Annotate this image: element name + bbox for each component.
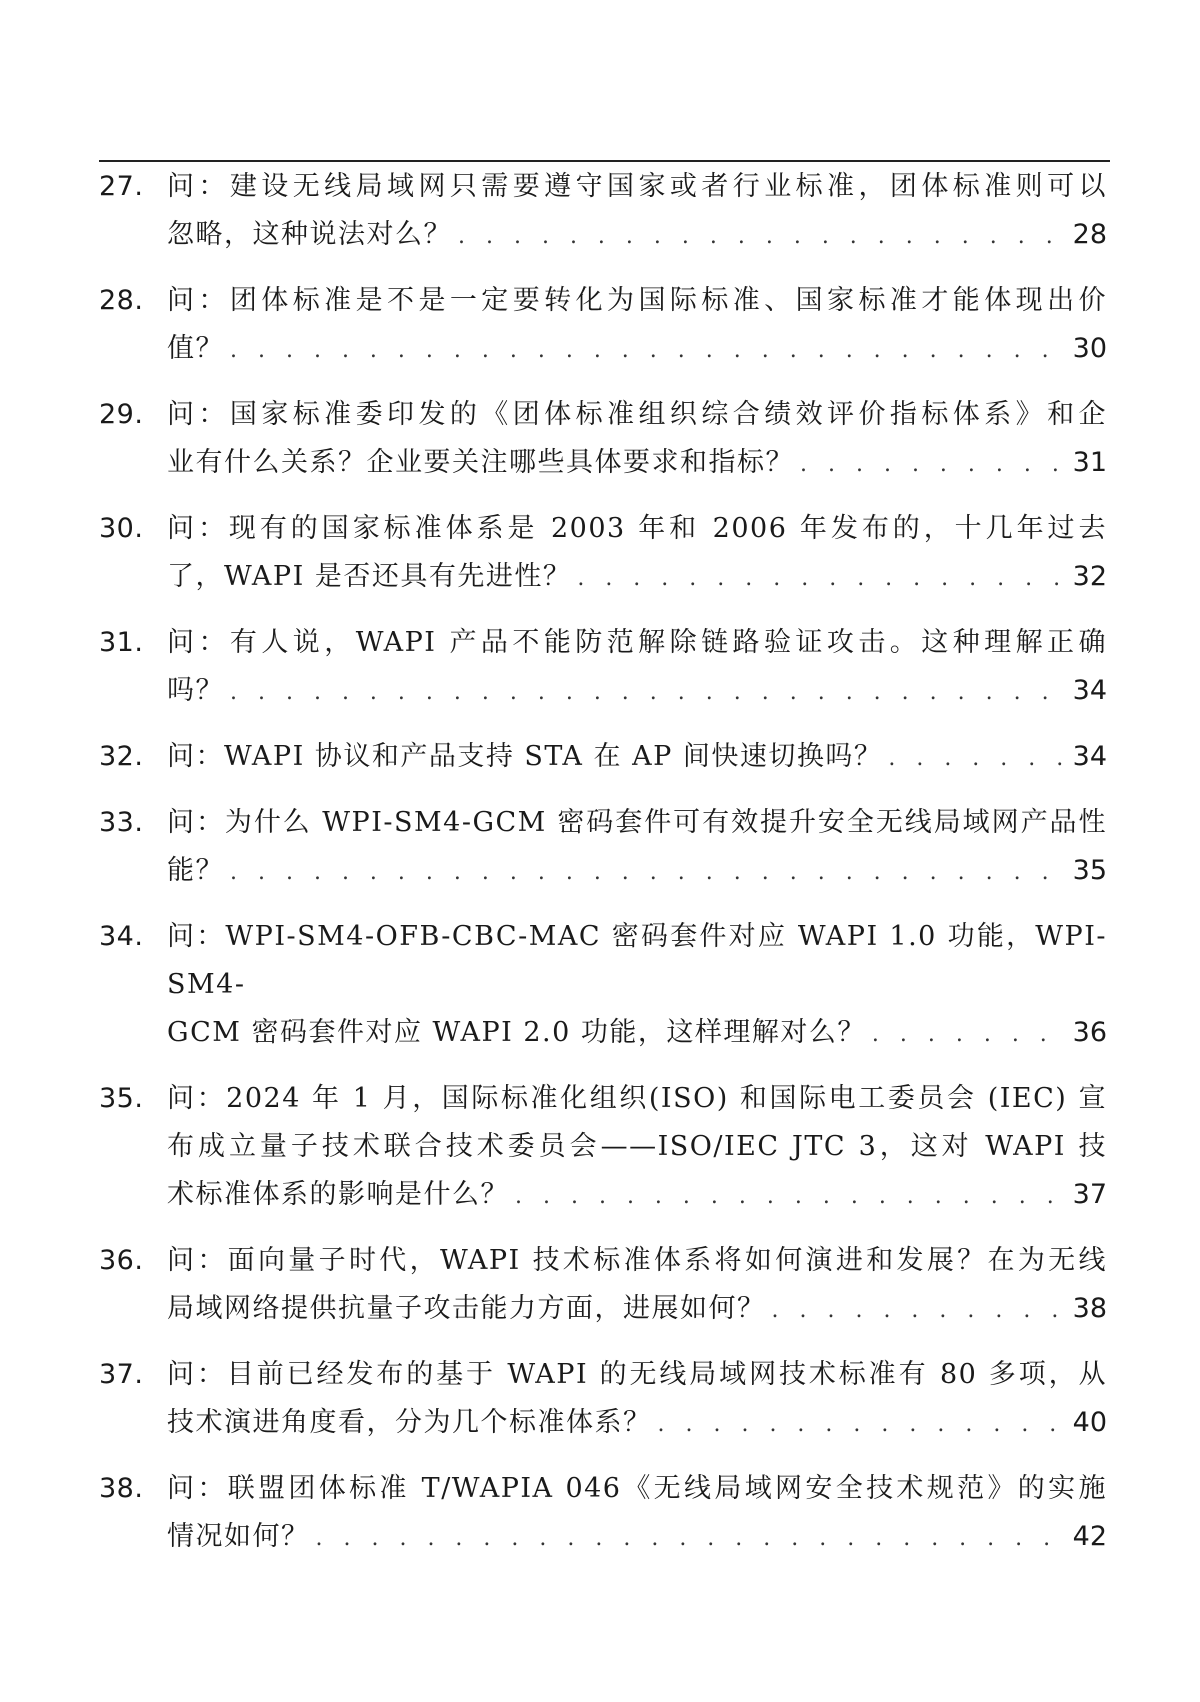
toc-page-number: 34	[1072, 675, 1107, 706]
toc-page-number: 31	[1072, 447, 1107, 478]
toc-entry-number: 38.	[99, 1473, 144, 1504]
toc-leader-dots	[458, 213, 1067, 261]
toc-entry-title-end: 忽略，这种说法对么？	[167, 219, 452, 250]
toc-entry-title-end: 吗？	[167, 675, 224, 706]
toc-leader-dots	[230, 669, 1067, 717]
toc-entry-title-end: 局域网络提供抗量子攻击能力方面，进展如何？	[167, 1293, 766, 1324]
toc-entry-title: 问：目前已经发布的基于 WAPI 的无线局域网技术标准有 80 多项，从	[167, 1359, 1107, 1390]
toc-leader-dots	[658, 1401, 1067, 1449]
toc-page-number: 28	[1072, 219, 1107, 250]
toc-entry-title-end: 情况如何？	[167, 1521, 310, 1552]
toc-entry-37[interactable]	[99, 1351, 1107, 1449]
toc-page-number: 40	[1072, 1407, 1107, 1438]
toc-entry-title: 问：面向量子时代，WAPI 技术标准体系将如何演进和发展？在为无线	[167, 1245, 1107, 1276]
toc-leader-dots	[515, 1173, 1067, 1221]
table-of-contents	[99, 163, 1107, 1579]
toc-entry-number: 29.	[99, 399, 144, 430]
toc-page-number: 34	[1072, 741, 1107, 772]
toc-entry-title: 问：有人说，WAPI 产品不能防范解除链路验证攻击。这种理解正确	[167, 627, 1107, 658]
toc-entry-number: 37.	[99, 1359, 144, 1390]
toc-page-number: 35	[1072, 855, 1107, 886]
toc-leader-dots	[316, 1515, 1067, 1563]
toc-entry-title-end: 能？	[167, 855, 224, 886]
toc-page-number: 42	[1072, 1521, 1107, 1552]
toc-entry-number: 34.	[99, 921, 144, 952]
toc-entry-title: 问：2024 年 1 月，国际标准化组织(ISO) 和国际电工委员会 (IEC) 宣布成立量子技术联合技术委员会——ISO/IEC JTC 3，这对 WAPI 技	[167, 1083, 1107, 1162]
toc-entry-number: 32.	[99, 741, 144, 772]
toc-leader-dots	[577, 555, 1066, 603]
toc-page-number: 37	[1072, 1179, 1107, 1210]
toc-entry-title-end: 了，WAPI 是否还具有先进性？	[167, 561, 572, 592]
toc-leader-dots	[888, 735, 1066, 783]
toc-entry-number: 35.	[99, 1083, 144, 1114]
toc-entry-31[interactable]	[99, 619, 1107, 717]
toc-entry-number: 31.	[99, 627, 144, 658]
toc-leader-dots	[230, 327, 1067, 375]
toc-leader-dots	[872, 1011, 1067, 1059]
toc-entry-28[interactable]	[99, 277, 1107, 375]
toc-entry-title-end: 值？	[167, 333, 224, 364]
toc-entry-title-end: 技术演进角度看，分为几个标准体系？	[167, 1407, 652, 1438]
header-rule	[99, 160, 1110, 162]
toc-entry-title: 问：建设无线局域网只需要遵守国家或者行业标准，团体标准则可以	[167, 171, 1107, 202]
toc-entry-title: 问：现有的国家标准体系是 2003 年和 2006 年发布的，十几年过去	[167, 513, 1107, 544]
toc-entry-34[interactable]	[99, 913, 1107, 1059]
toc-entry-title: 问：国家标准委印发的《团体标准组织综合绩效评价指标体系》和企	[167, 399, 1107, 430]
toc-entry-title-end: 术标准体系的影响是什么？	[167, 1179, 509, 1210]
toc-entry-33[interactable]	[99, 799, 1107, 897]
toc-entry-title: 问：团体标准是不是一定要转化为国际标准、国家标准才能体现出价	[167, 285, 1107, 316]
toc-leader-dots	[800, 441, 1067, 489]
toc-entry-number: 33.	[99, 807, 144, 838]
toc-entry-36[interactable]	[99, 1237, 1107, 1335]
toc-entry-title: 问：为什么 WPI-SM4-GCM 密码套件可有效提升安全无线局域网产品性	[167, 807, 1107, 838]
toc-page-number: 38	[1072, 1293, 1107, 1324]
toc-entry-number: 28.	[99, 285, 144, 316]
toc-page-number: 32	[1072, 561, 1107, 592]
toc-entry-number: 30.	[99, 513, 144, 544]
toc-leader-dots	[772, 1287, 1067, 1335]
toc-entry-number: 36.	[99, 1245, 144, 1276]
toc-entry-30[interactable]	[99, 505, 1107, 603]
toc-entry-number: 27.	[99, 171, 144, 202]
toc-entry-29[interactable]	[99, 391, 1107, 489]
toc-entry-38[interactable]	[99, 1465, 1107, 1563]
toc-entry-title: 问：WPI-SM4-OFB-CBC-MAC 密码套件对应 WAPI 1.0 功能，WPI-SM4-	[167, 921, 1107, 1000]
toc-entry-35[interactable]	[99, 1075, 1107, 1221]
toc-leader-dots	[230, 849, 1067, 897]
toc-entry-title-end: GCM 密码套件对应 WAPI 2.0 功能，这样理解对么？	[167, 1017, 866, 1048]
toc-entry-32[interactable]	[99, 733, 1107, 783]
toc-page-number: 36	[1072, 1017, 1107, 1048]
toc-entry-27[interactable]	[99, 163, 1107, 261]
toc-page-number: 30	[1072, 333, 1107, 364]
toc-entry-title-end: 业有什么关系？企业要关注哪些具体要求和指标？	[167, 447, 794, 478]
toc-entry-title: 问：WAPI 协议和产品支持 STA 在 AP 间快速切换吗？	[167, 741, 883, 772]
toc-entry-title: 问：联盟团体标准 T/WAPIA 046《无线局域网安全技术规范》的实施	[167, 1473, 1107, 1504]
